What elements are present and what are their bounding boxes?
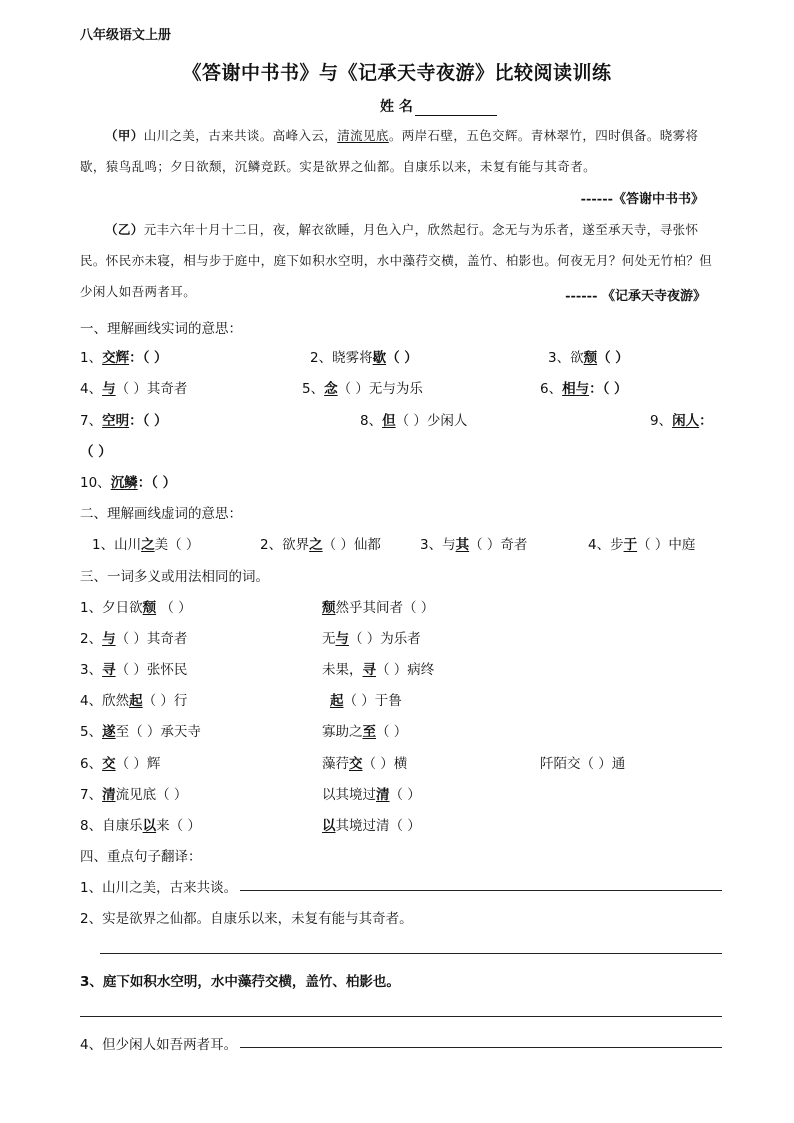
s1-item-7[interactable]: 7、空明：（ ） xyxy=(80,413,168,429)
translation-4-line[interactable] xyxy=(240,1047,722,1048)
s3-row-6-b[interactable]: 藻荇交（ ）横 xyxy=(322,756,408,772)
s1-item-9-blank[interactable]: （ ） xyxy=(80,444,112,460)
translation-4-text: 4、但少闲人如吾两者耳。 xyxy=(80,1037,238,1053)
translation-2-line[interactable] xyxy=(100,953,722,954)
section1-heading: 一、理解画线实词的意思： xyxy=(80,321,242,337)
name-label: 姓 名 xyxy=(380,99,413,115)
source-yi: ------ 《记承天寺夜游》 xyxy=(565,289,706,304)
s3-row-5-a[interactable]: 5、遂至（ ）承天寺 xyxy=(80,724,201,740)
page-title: 《答谢中书书》与《记承天寺夜游》比较阅读训练 xyxy=(182,62,612,84)
s3-row-5-b[interactable]: 寡助之至（ ） xyxy=(322,724,408,740)
s3-row-4-b[interactable]: 起（ ）于鲁 xyxy=(330,693,402,709)
passage-jia-part2: 。两岸石壁，五色交辉。青林翠竹，四时俱备。晓雾将歇，猿鸟乱鸣；夕日欲颓，沉鳞竞跃。实是欲界之仙都。自康乐以来，未复有能与其奇者。 xyxy=(80,128,699,174)
passage-jia xyxy=(80,120,724,182)
s1-item-3[interactable]: 3、欲颓（ ） xyxy=(548,350,629,366)
name-blank[interactable] xyxy=(415,101,497,116)
s3-row-7-a[interactable]: 7、清流见底（ ） xyxy=(80,787,188,803)
section4-heading: 四、重点句子翻译： xyxy=(80,849,202,865)
s1-item-9[interactable]: 9、闲人： xyxy=(650,413,713,429)
s3-row-6-c[interactable]: 阡陌交（ ）通 xyxy=(540,756,626,772)
s3-row-7-b[interactable]: 以其境过清（ ） xyxy=(322,787,421,803)
s1-item-4[interactable]: 4、与（ ）其奇者 xyxy=(80,381,188,397)
s2-item-3[interactable]: 3、与其（ ）奇者 xyxy=(420,537,528,553)
translation-3-line[interactable] xyxy=(80,1016,722,1017)
s1-item-1[interactable]: 1、交辉：（ ） xyxy=(80,350,168,366)
passage-jia-part1: 山川之美，古来共谈。高峰入云， xyxy=(143,128,338,143)
s2-item-1[interactable]: 1、山川之美（ ） xyxy=(92,537,200,553)
translation-3-text: 3、庭下如积水空明，水中藻荇交横，盖竹、柏影也。 xyxy=(80,974,400,990)
translation-2-text: 2、实是欲界之仙都。自康乐以来，未复有能与其奇者。 xyxy=(80,911,413,927)
s3-row-1-b[interactable]: 颓然乎其间者（ ） xyxy=(322,600,435,616)
s1-item-2[interactable]: 2、晓雾将歇（ ） xyxy=(310,350,418,366)
s3-row-4-a[interactable]: 4、欣然起（ ）行 xyxy=(80,693,188,709)
section3-heading: 三、一词多义或用法相同的词。 xyxy=(80,569,269,585)
passage-jia-underlined: 清流见底 xyxy=(337,128,389,143)
s2-item-4[interactable]: 4、步于（ ）中庭 xyxy=(588,537,696,553)
s3-row-1-a[interactable]: 1、夕日欲颓 （ ） xyxy=(80,600,192,616)
s1-item-5[interactable]: 5、念（ ）无与为乐 xyxy=(302,381,423,397)
passage-yi-label: （乙） xyxy=(105,222,144,237)
source-jia: ------《答谢中书书》 xyxy=(580,192,704,207)
passage-yi-text: 元丰六年十月十二日，夜，解衣欲睡，月色入户，欣然起行。念无与为乐者，遂至承天寺，寻张怀民。怀民亦未寝，相与步于庭中，庭下如积水空明，水中藻荇交横，盖竹、柏影也。何夜无月？何处无竹柏？但少闲人如吾两者耳。 xyxy=(80,222,713,299)
s3-row-3-a[interactable]: 3、寻（ ）张怀民 xyxy=(80,662,188,678)
s3-row-3-b[interactable]: 未果，寻（ ）病终 xyxy=(322,662,435,678)
s3-row-6-a[interactable]: 6、交（ ）辉 xyxy=(80,756,161,772)
s2-item-2[interactable]: 2、欲界之（ ）仙都 xyxy=(260,537,381,553)
s3-row-2-b[interactable]: 无与（ ）为乐者 xyxy=(322,631,421,647)
translation-1-text: 1、山川之美，古来共谈。 xyxy=(80,880,238,896)
s3-row-8-b[interactable]: 以其境过清（ ） xyxy=(322,818,421,834)
s3-row-2-a[interactable]: 2、与（ ）其奇者 xyxy=(80,631,188,647)
passage-jia-label: （甲） xyxy=(105,128,144,143)
translation-1-line[interactable] xyxy=(240,890,722,891)
s1-item-8[interactable]: 8、但（ ）少闲人 xyxy=(360,413,468,429)
s1-item-10[interactable]: 10、沉鳞：（ ） xyxy=(80,475,177,491)
s1-item-6[interactable]: 6、相与：（ ） xyxy=(540,381,628,397)
s3-row-8-a[interactable]: 8、自康乐以来（ ） xyxy=(80,818,201,834)
section2-heading: 二、理解画线虚词的意思： xyxy=(80,506,242,522)
grade-label: 八年级语文上册 xyxy=(80,28,172,43)
name-field xyxy=(380,96,497,116)
